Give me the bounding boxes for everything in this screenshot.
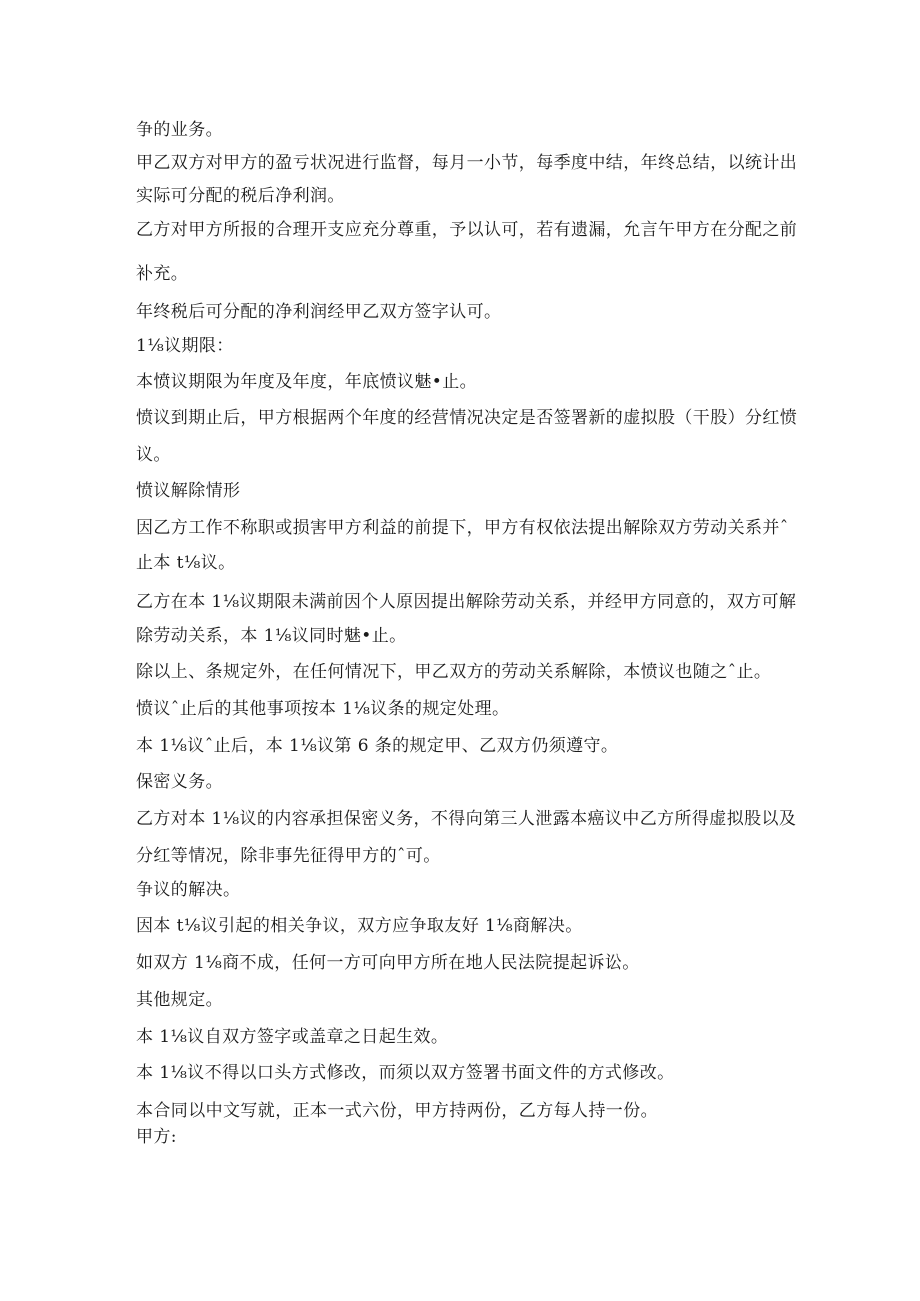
text-line: 本 1⅛议ˆ止后，本 1⅛议第 6 条的规定甲、乙双方仍须遵守。 [136,736,619,756]
text-line: 如双方 1⅛商不成，任何一方可向甲方所在地人民法院提起诉讼。 [136,953,640,973]
text-line: 乙方对本 1⅛议的内容承担保密义务，不得向第三人泄露本癌议中乙方所得虚拟股以及 [136,809,797,829]
text-line: 甲乙双方对甲方的盈亏状况进行监督，每月一小节，每季度中结，年终总结，以统计出 [136,153,798,173]
section-heading: 愤议解除情形 [136,481,241,501]
text-line: 补充。 [136,264,189,284]
text-line: 乙方对甲方所报的合理开支应充分尊重，予以认可，若有遗漏，允言午甲方在分配之前 [136,220,798,240]
text-line: 实际可分配的税后净利润。 [136,186,345,206]
text-line: 议。 [136,445,171,465]
text-line: 愤议ˆ止后的其他事项按本 1⅛议条的规定处理。 [136,699,510,719]
text-line: 愤议到期止后，甲方根据两个年度的经营情况决定是否签署新的虚拟股（干股）分红愤 [136,408,798,428]
text-line: 分红等情况，除非事先征得甲方的ˆ可。 [136,846,441,866]
section-heading: 1⅛议期限： [136,336,234,356]
text-line: 本 1⅛议不得以口头方式修改，而须以双方签署书面文件的方式修改。 [136,1063,675,1083]
text-line: 除以上、条规定外，在任何情况下，甲乙双方的劳动关系解除，本愤议也随之ˆ止。 [136,662,772,682]
text-line: 止本 t⅛议。 [136,553,236,573]
section-heading: 争议的解决。 [136,880,241,900]
text-line: 年终税后可分配的净利润经甲乙双方签字认可。 [136,302,502,322]
section-heading: 保密义务。 [136,772,223,792]
text-line: 本 1⅛议自双方签字或盖章之日起生效。 [136,1027,449,1047]
text-line: 乙方在本 1⅛议期限未满前因个人原因提出解除劳动关系，并经甲方同意的，双方可解 [136,592,797,612]
signature-label: 甲方: [136,1127,177,1147]
section-heading: 其他规定。 [136,990,223,1010]
text-line: 除劳动关系，本 1⅛议同时魅•止。 [136,626,407,646]
text-line: 争的业务。 [136,120,223,140]
text-line: 因本 t⅛议引起的相关争议，双方应争取友好 1⅛商解决。 [136,916,583,936]
text-line: 因乙方工作不称职或损害甲方利益的前提下，甲方有权依法提出解除双方劳动关系并ˆ [136,518,789,538]
text-line: 本合同以中文写就，正本一式六份，甲方持两份，乙方每人持一份。 [136,1101,658,1121]
text-line: 本愤议期限为年度及年度，年底愤议魅•止。 [136,372,478,392]
